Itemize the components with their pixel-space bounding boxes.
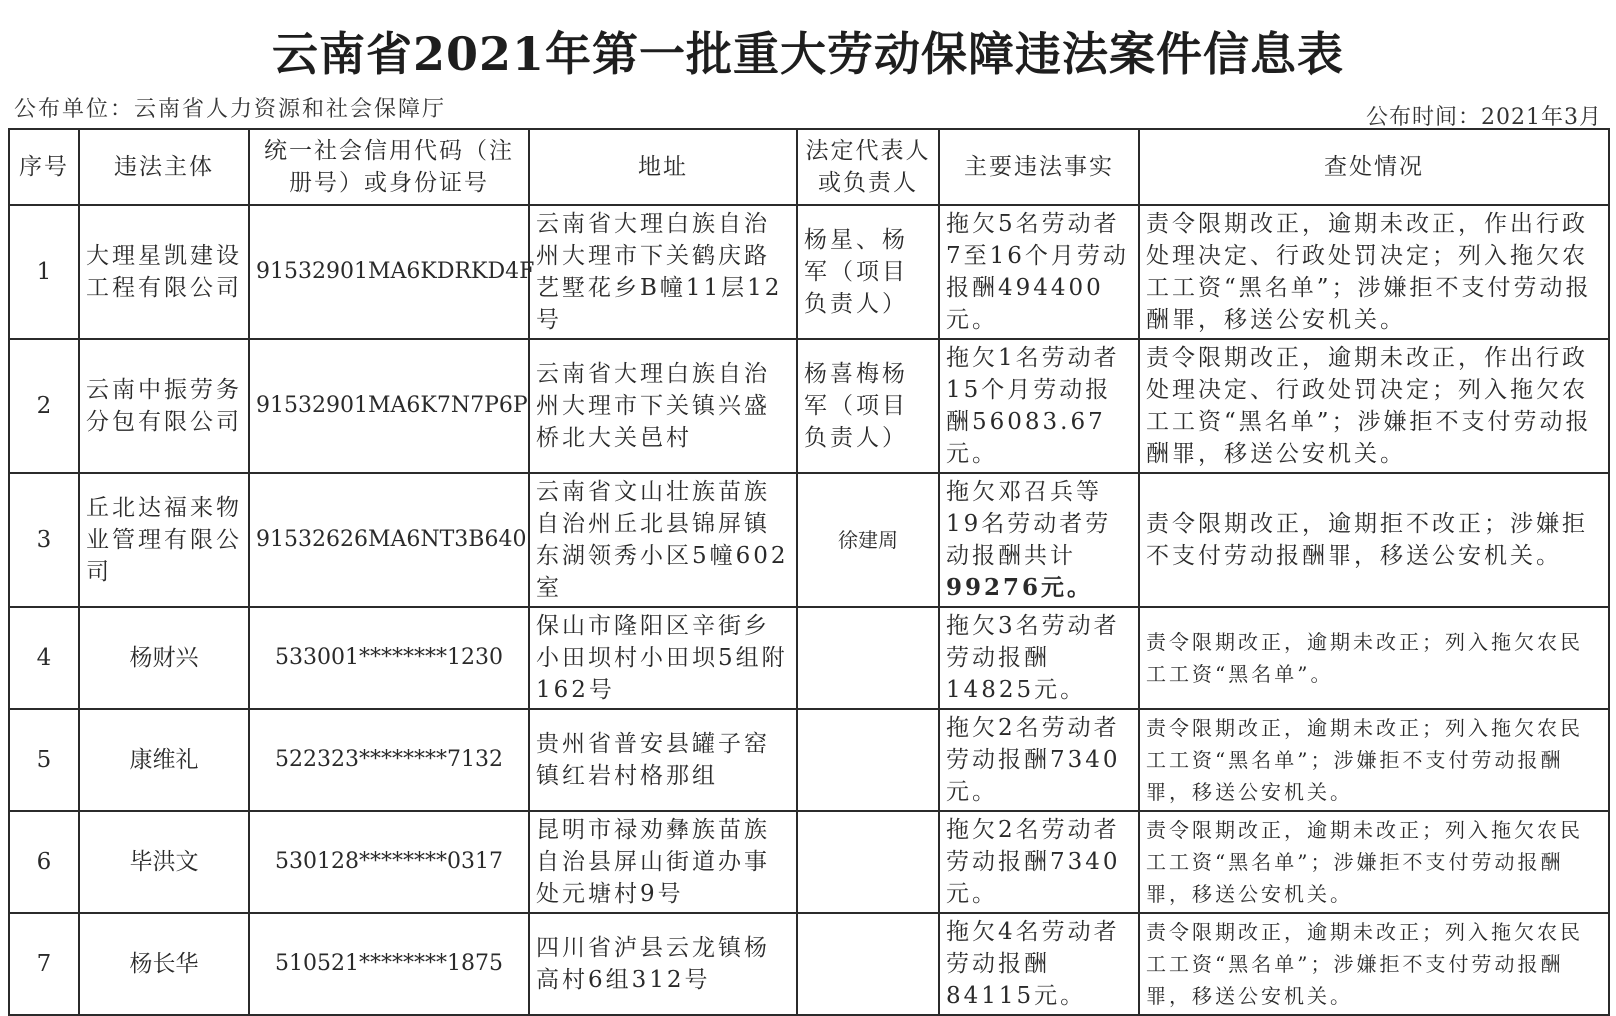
cell-handling: 责令限期改正，逾期未改正，作出行政处理决定、行政处罚决定；列入拖欠农工工资“黑名单”；涉嫌拒不支付劳动报酬罪，移送公安机关。 (1139, 205, 1609, 339)
cell-seq: 7 (9, 913, 79, 1015)
cell-address: 贵州省普安县罐子窑镇红岩村格那组 (529, 709, 797, 811)
header-address: 地址 (529, 129, 797, 205)
facts-text: 拖欠邓召兵等19名劳动者劳动报酬共计 (946, 479, 1112, 569)
page-title: 云南省2021年第一批重大劳动保障违法案件信息表 (271, 27, 1345, 81)
header-seq: 序号 (9, 129, 79, 205)
cell-seq: 3 (9, 473, 79, 607)
cell-facts: 拖欠2名劳动者劳动报酬7340元。 (939, 811, 1139, 913)
table-row (9, 339, 1609, 473)
cell-seq: 2 (9, 339, 79, 473)
cell-facts: 拖欠2名劳动者劳动报酬7340元。 (939, 709, 1139, 811)
cell-representative (797, 811, 939, 913)
cell-code: 533001********1230 (249, 607, 529, 709)
cell-representative (797, 709, 939, 811)
cell-facts: 拖欠1名劳动者15个月劳动报酬56083.67元。 (939, 339, 1139, 473)
table-row (9, 473, 1609, 607)
cell-address: 云南省文山壮族苗族自治州丘北县锦屏镇东湖领秀小区5幢602室 (529, 473, 797, 607)
cell-handling: 责令限期改正，逾期未改正；列入拖欠农民工工资“黑名单”；涉嫌拒不支付劳动报酬罪，移送公安机关。 (1139, 811, 1609, 913)
table-header-row (9, 129, 1609, 205)
header-handling: 查处情况 (1139, 129, 1609, 205)
cell-seq: 5 (9, 709, 79, 811)
cell-subject: 杨财兴 (79, 607, 249, 709)
cell-subject: 大理星凯建设工程有限公司 (79, 205, 249, 339)
cell-code: 530128********0317 (249, 811, 529, 913)
cell-handling: 责令限期改正，逾期未改正，作出行政处理决定、行政处罚决定；列入拖欠农工工资“黑名单”；涉嫌拒不支付劳动报酬罪，移送公安机关。 (1139, 339, 1609, 473)
cell-subject: 云南中振劳务分包有限公司 (79, 339, 249, 473)
cell-facts: 拖欠5名劳动者7至16个月劳动报酬494400元。 (939, 205, 1139, 339)
header-facts: 主要违法事实 (939, 129, 1139, 205)
table-row (9, 913, 1609, 1015)
publisher-label: 公布单位：云南省人力资源和社会保障厅 (14, 97, 447, 122)
cell-handling: 责令限期改正，逾期未改正；列入拖欠农民工工资“黑名单”。 (1139, 607, 1609, 709)
cell-representative (797, 913, 939, 1015)
cell-handling: 责令限期改正，逾期未改正；列入拖欠农民工工资“黑名单”；涉嫌拒不支付劳动报酬罪，移送公安机关。 (1139, 709, 1609, 811)
facts-amount: 99276元。 (946, 574, 1094, 601)
cell-address: 昆明市禄劝彝族苗族自治县屏山街道办事处元塘村9号 (529, 811, 797, 913)
header-subject: 违法主体 (79, 129, 249, 205)
header-code: 统一社会信用代码（注册号）或身份证号 (249, 129, 529, 205)
cell-address: 云南省大理白族自治州大理市下关镇兴盛桥北大关邑村 (529, 339, 797, 473)
cases-table (8, 128, 1610, 1016)
cell-seq: 6 (9, 811, 79, 913)
cell-representative (797, 607, 939, 709)
cell-code: 91532626MA6NT3B640 (249, 473, 529, 607)
cell-code: 91532901MA6KDRKD4F (249, 205, 529, 339)
cell-address: 四川省泸县云龙镇杨高村6组312号 (529, 913, 797, 1015)
cell-subject: 康维礼 (79, 709, 249, 811)
cell-facts: 拖欠4名劳动者劳动报酬84115元。 (939, 913, 1139, 1015)
table-row (9, 811, 1609, 913)
cell-address: 保山市隆阳区辛街乡小田坝村小田坝5组附162号 (529, 607, 797, 709)
cell-representative: 徐建周 (797, 473, 939, 607)
cell-code: 91532901MA6K7N7P6P (249, 339, 529, 473)
cell-code: 522323********7132 (249, 709, 529, 811)
cell-seq: 1 (9, 205, 79, 339)
cell-representative: 杨喜梅杨军（项目负责人） (797, 339, 939, 473)
cell-subject: 丘北达福来物业管理有限公司 (79, 473, 249, 607)
cell-code: 510521********1875 (249, 913, 529, 1015)
cell-handling: 责令限期改正，逾期拒不改正；涉嫌拒不支付劳动报酬罪，移送公安机关。 (1139, 473, 1609, 607)
cell-handling: 责令限期改正，逾期未改正；列入拖欠农民工工资“黑名单”；涉嫌拒不支付劳动报酬罪，移送公安机关。 (1139, 913, 1609, 1015)
cell-facts (939, 473, 1139, 607)
cell-facts: 拖欠3名劳动者劳动报酬14825元。 (939, 607, 1139, 709)
cell-subject: 杨长华 (79, 913, 249, 1015)
table-row (9, 709, 1609, 811)
cell-seq: 4 (9, 607, 79, 709)
publish-time-label: 公布时间：2021年3月 (1366, 105, 1602, 130)
table-row (9, 607, 1609, 709)
cell-address: 云南省大理白族自治州大理市下关鹤庆路艺墅花乡B幢11层12号 (529, 205, 797, 339)
table-row (9, 205, 1609, 339)
cell-representative: 杨星、杨军（项目负责人） (797, 205, 939, 339)
header-representative: 法定代表人或负责人 (797, 129, 939, 205)
cell-subject: 毕洪文 (79, 811, 249, 913)
